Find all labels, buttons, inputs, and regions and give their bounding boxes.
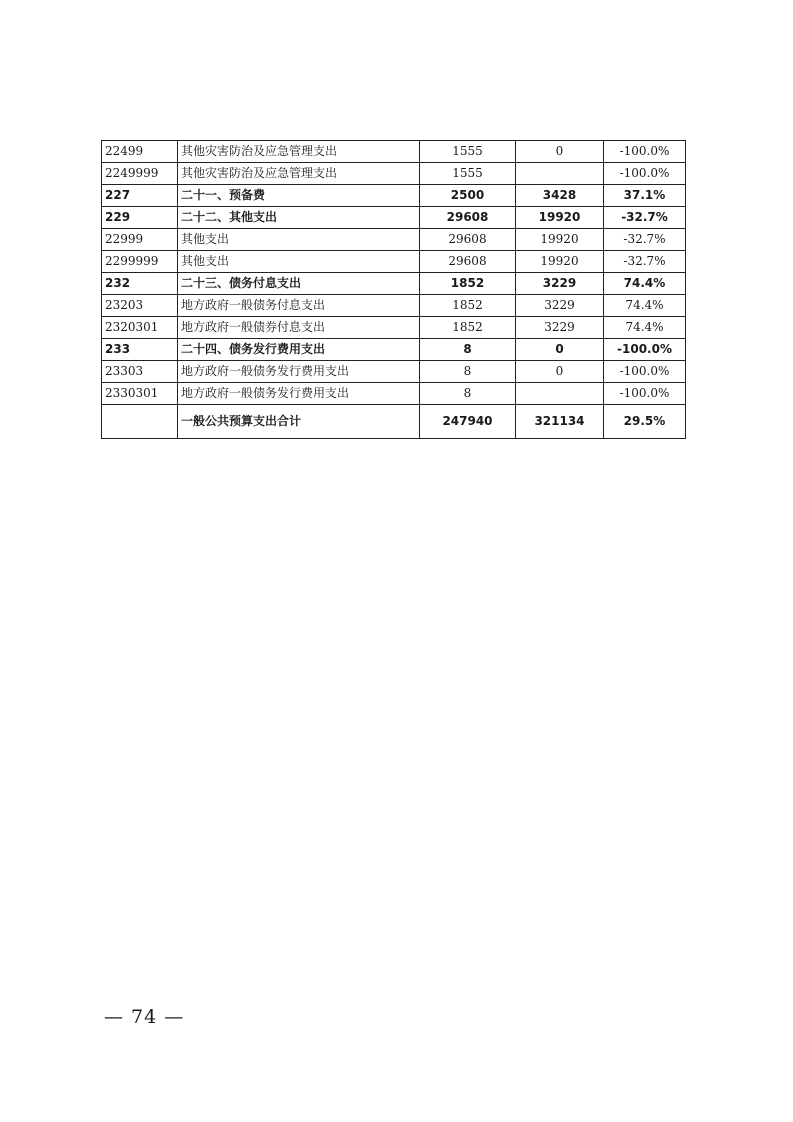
cell-prev-year: 8 xyxy=(420,383,516,405)
cell-name: 地方政府一般债务发行费用支出 xyxy=(178,383,420,405)
cell-change-rate: 74.4% xyxy=(604,295,686,317)
cell-change-rate: -100.0% xyxy=(604,141,686,163)
total-cell-code xyxy=(102,405,178,439)
cell-name: 二十二、其他支出 xyxy=(178,207,420,229)
table-row xyxy=(102,163,686,185)
cell-change-rate: 74.4% xyxy=(604,273,686,295)
cell-change-rate: -32.7% xyxy=(604,229,686,251)
table-row xyxy=(102,207,686,229)
table-row xyxy=(102,229,686,251)
cell-current-year: 3229 xyxy=(516,295,604,317)
table-row xyxy=(102,141,686,163)
cell-code: 233 xyxy=(102,339,178,361)
cell-change-rate: -100.0% xyxy=(604,383,686,405)
cell-name: 地方政府一般债务付息支出 xyxy=(178,295,420,317)
table-row xyxy=(102,361,686,383)
cell-code: 22999 xyxy=(102,229,178,251)
cell-prev-year: 8 xyxy=(420,339,516,361)
cell-code: 2299999 xyxy=(102,251,178,273)
cell-name: 其他灾害防治及应急管理支出 xyxy=(178,141,420,163)
cell-code: 229 xyxy=(102,207,178,229)
table-total-row xyxy=(102,405,686,439)
table-row xyxy=(102,383,686,405)
cell-change-rate: -100.0% xyxy=(604,339,686,361)
cell-prev-year: 1852 xyxy=(420,317,516,339)
cell-code: 2249999 xyxy=(102,163,178,185)
page-number: — 74 — xyxy=(104,1006,185,1028)
cell-current-year: 19920 xyxy=(516,251,604,273)
cell-prev-year: 1852 xyxy=(420,273,516,295)
total-cell-current-year: 321134 xyxy=(516,405,604,439)
cell-change-rate: -32.7% xyxy=(604,207,686,229)
total-cell-change-rate: 29.5% xyxy=(604,405,686,439)
table-row xyxy=(102,339,686,361)
cell-change-rate: -32.7% xyxy=(604,251,686,273)
cell-prev-year: 29608 xyxy=(420,251,516,273)
cell-current-year xyxy=(516,383,604,405)
cell-name: 二十三、债务付息支出 xyxy=(178,273,420,295)
cell-current-year: 3229 xyxy=(516,273,604,295)
cell-change-rate: 37.1% xyxy=(604,185,686,207)
cell-name: 其他支出 xyxy=(178,229,420,251)
table-row xyxy=(102,185,686,207)
cell-change-rate: 74.4% xyxy=(604,317,686,339)
cell-current-year: 19920 xyxy=(516,207,604,229)
cell-name: 二十四、债务发行费用支出 xyxy=(178,339,420,361)
cell-name: 其他支出 xyxy=(178,251,420,273)
cell-code: 2320301 xyxy=(102,317,178,339)
budget-expenditure-table xyxy=(101,140,686,439)
table-row xyxy=(102,317,686,339)
total-cell-prev-year: 247940 xyxy=(420,405,516,439)
cell-name: 其他灾害防治及应急管理支出 xyxy=(178,163,420,185)
cell-code: 23303 xyxy=(102,361,178,383)
cell-current-year: 3229 xyxy=(516,317,604,339)
table-row xyxy=(102,273,686,295)
cell-code: 23203 xyxy=(102,295,178,317)
cell-current-year xyxy=(516,163,604,185)
cell-prev-year: 29608 xyxy=(420,207,516,229)
cell-code: 227 xyxy=(102,185,178,207)
cell-current-year: 0 xyxy=(516,141,604,163)
cell-prev-year: 1852 xyxy=(420,295,516,317)
cell-name: 地方政府一般债务发行费用支出 xyxy=(178,361,420,383)
cell-prev-year: 1555 xyxy=(420,163,516,185)
cell-prev-year: 29608 xyxy=(420,229,516,251)
cell-code: 2330301 xyxy=(102,383,178,405)
cell-current-year: 3428 xyxy=(516,185,604,207)
cell-change-rate: -100.0% xyxy=(604,163,686,185)
total-cell-name: 一般公共预算支出合计 xyxy=(178,405,420,439)
cell-change-rate: -100.0% xyxy=(604,361,686,383)
cell-name: 地方政府一般债券付息支出 xyxy=(178,317,420,339)
table-body xyxy=(102,141,686,439)
cell-current-year: 0 xyxy=(516,339,604,361)
table-row xyxy=(102,251,686,273)
table-row xyxy=(102,295,686,317)
cell-prev-year: 8 xyxy=(420,361,516,383)
cell-code: 232 xyxy=(102,273,178,295)
cell-prev-year: 1555 xyxy=(420,141,516,163)
cell-prev-year: 2500 xyxy=(420,185,516,207)
cell-code: 22499 xyxy=(102,141,178,163)
cell-current-year: 0 xyxy=(516,361,604,383)
cell-current-year: 19920 xyxy=(516,229,604,251)
cell-name: 二十一、预备费 xyxy=(178,185,420,207)
